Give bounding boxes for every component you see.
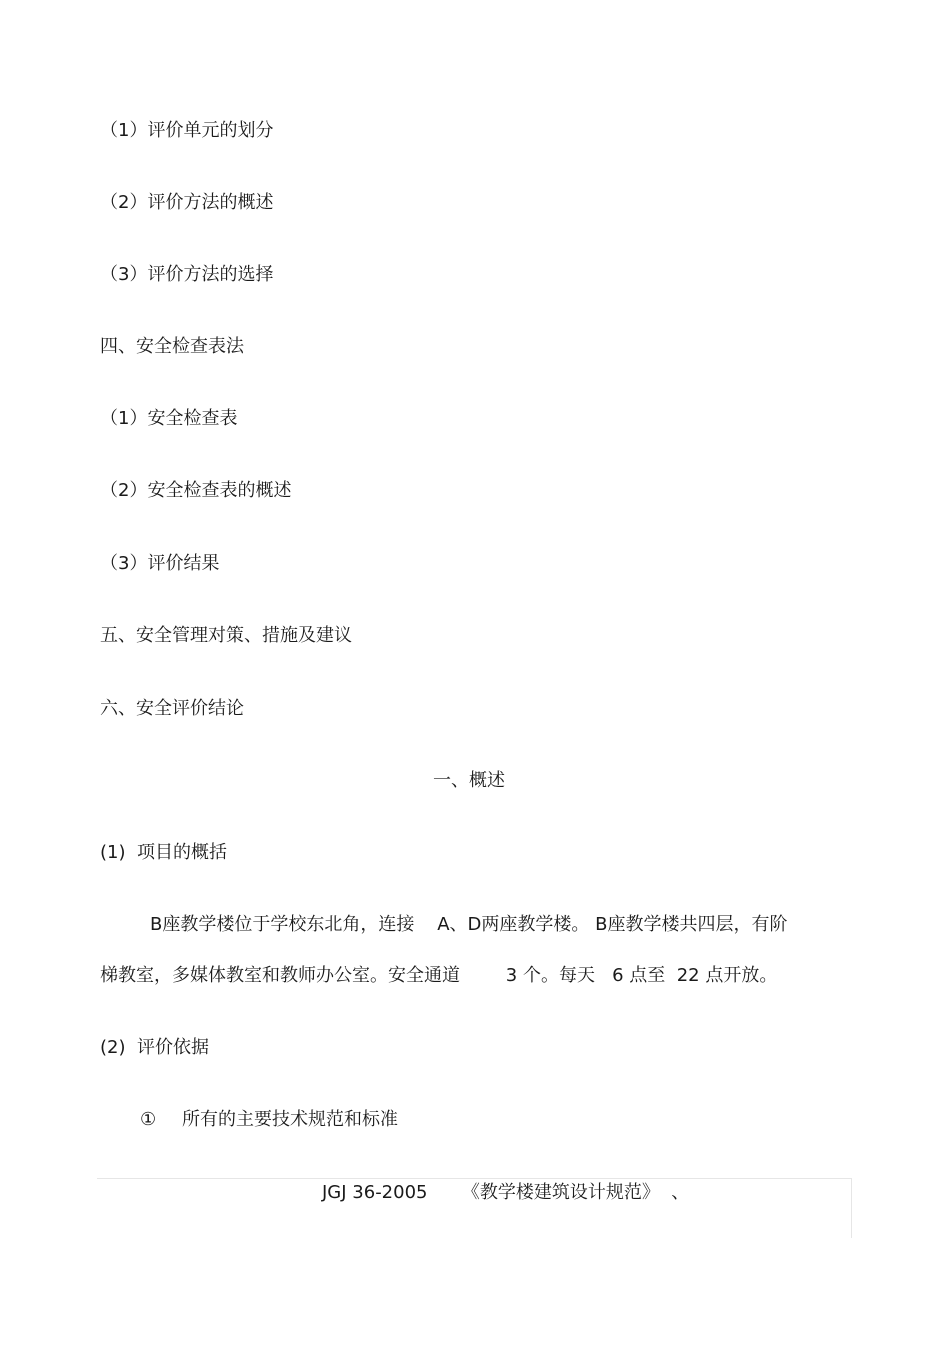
list-item-marker: ① [140,1109,157,1130]
outline-item-1: （1）评价单元的划分 [100,120,274,141]
list-item-text: 所有的主要技术规范和标准 [182,1109,398,1130]
subsection-heading-2: (2) 评价依据 [100,1037,209,1058]
paragraph-line-1: B座教学楼位于学校东北角，连接 A、D两座教学楼。 B座教学楼共四层，有阶 [150,914,788,935]
outline-item-3: （3）评价方法的选择 [100,264,274,285]
section-title: 一、概述 [433,770,505,791]
subsection-heading-1: (1) 项目的概括 [100,842,227,863]
table-right-border [851,1178,852,1238]
outline-item-2: （2）评价方法的概述 [100,192,274,213]
paragraph-line-2: 梯教室，多媒体教室和教师办公室。安全通道 3 个。每天 6 点至 22 点开放。 [100,965,778,986]
outline-item-8: 五、安全管理对策、措施及建议 [100,625,352,646]
outline-item-4: 四、安全检查表法 [100,336,244,357]
outline-item-5: （1）安全检查表 [100,408,238,429]
outline-item-7: （3）评价结果 [100,553,220,574]
table-top-border [97,1178,851,1179]
outline-item-9: 六、安全评价结论 [100,698,244,719]
outline-item-6: （2）安全检查表的概述 [100,480,292,501]
table-cell-standard: JGJ 36-2005 《教学楼建筑设计规范》 、 [322,1182,690,1203]
